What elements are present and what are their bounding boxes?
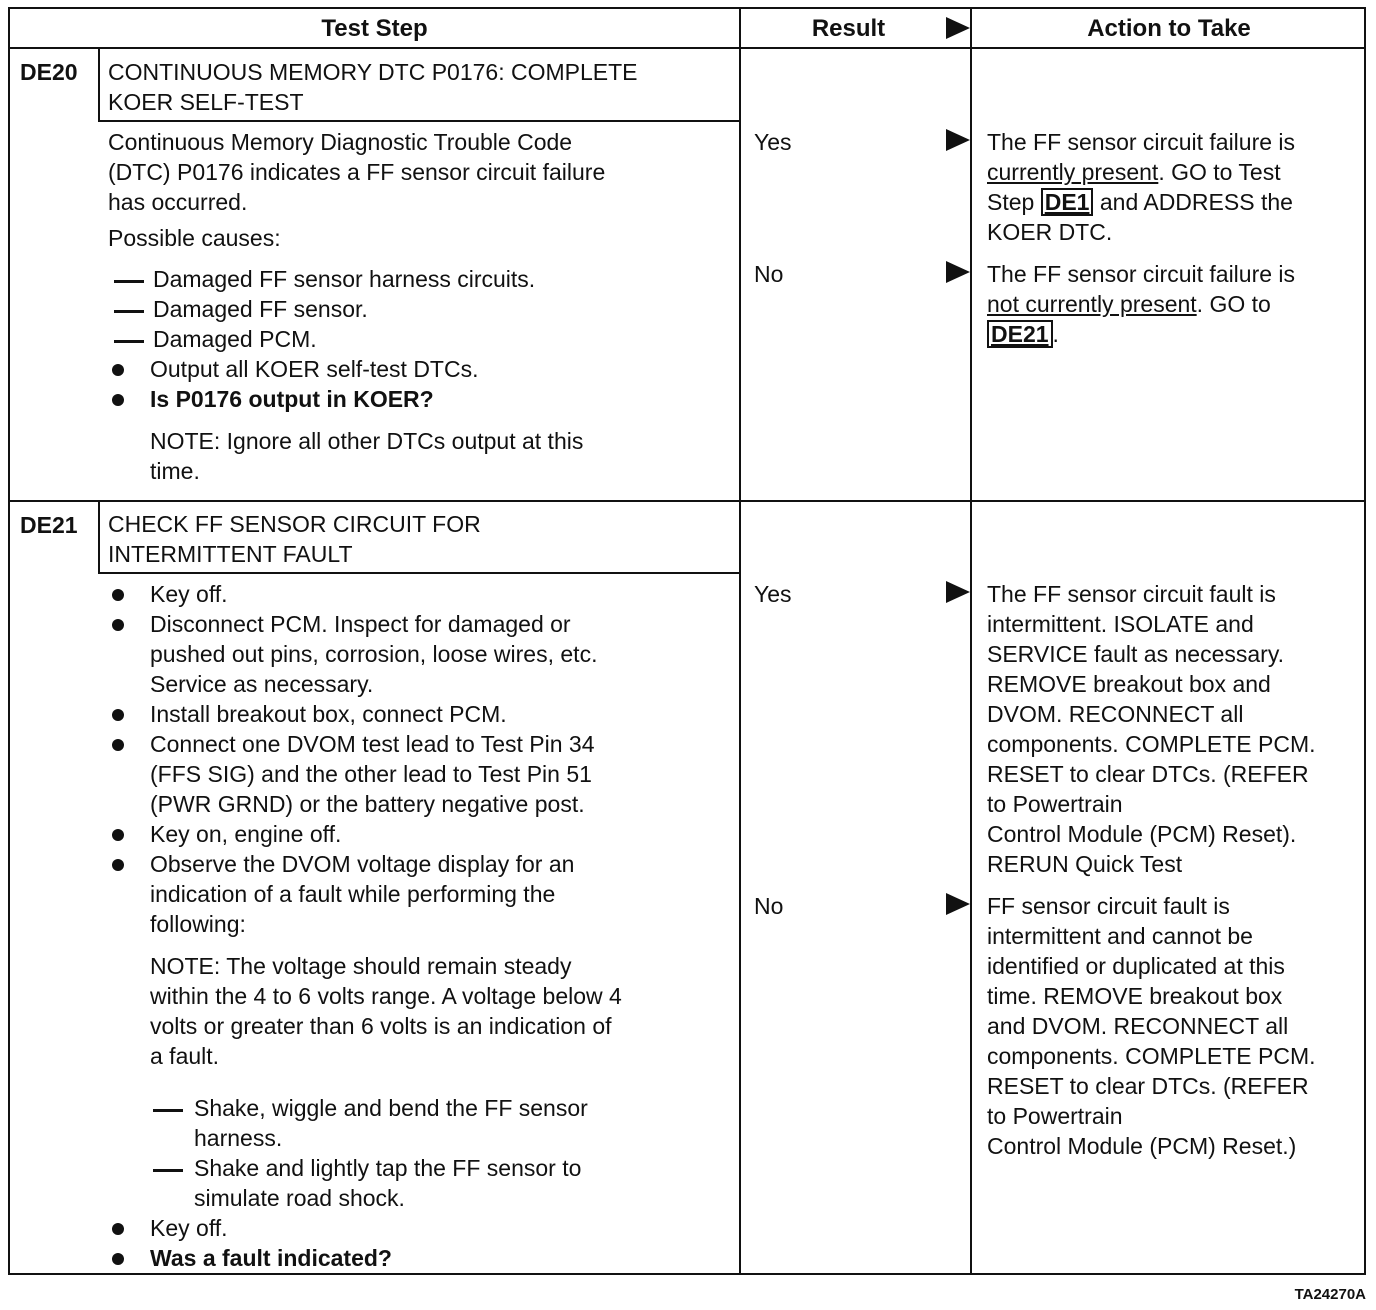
dash-icon	[114, 340, 144, 343]
de20-id-divider	[98, 49, 100, 121]
arrow-right-icon	[946, 261, 970, 283]
arrow-right-icon	[946, 893, 970, 915]
de20-action-no	[987, 259, 1362, 349]
header-arrow-icon	[946, 17, 970, 39]
de20-no-line3-post: .	[1052, 321, 1059, 347]
bullet-icon	[112, 1223, 124, 1235]
de20-question: Is P0176 output in KOER?	[150, 386, 434, 412]
de21-sub-1-line2: harness.	[194, 1125, 283, 1151]
de21-yes-line: RERUN Quick Test	[987, 851, 1183, 877]
de21-step-6-line3: following:	[150, 911, 246, 937]
de20-intro-line3: has occurred.	[108, 189, 248, 215]
dash-icon	[153, 1109, 183, 1112]
de21-title	[108, 509, 481, 569]
de20-title-line2: KOER SELF-TEST	[108, 89, 304, 115]
de21-step-6	[150, 849, 574, 939]
de21-yes-line: components. COMPLETE PCM.	[987, 731, 1316, 757]
bullet-icon	[112, 1253, 124, 1265]
de21-action-no	[987, 891, 1367, 1161]
de20-no-underlined: not currently present	[987, 291, 1197, 317]
de20-cause-3: Damaged PCM.	[153, 326, 317, 352]
de21-step-2	[150, 609, 597, 699]
de20-yes-underlined: currently present	[987, 159, 1159, 185]
de20-intro-line1: Continuous Memory Diagnostic Trouble Code	[108, 129, 573, 155]
diagnostic-table	[8, 7, 1366, 1275]
de21-note-line3: volts or greater than 6 volts is an indication of	[150, 1013, 612, 1039]
bullet-icon	[112, 829, 124, 841]
step-link-de1[interactable]: DE1	[1041, 188, 1094, 216]
de20-yes-line3	[987, 187, 1362, 217]
de20-yes-line2-rest: . GO to Test	[1158, 159, 1281, 185]
de20-cause-2: Damaged FF sensor.	[153, 296, 368, 322]
de20-yes-line3-pre: Step	[987, 189, 1041, 215]
de20-title-line1: CONTINUOUS MEMORY DTC P0176: COMPLETE	[108, 59, 638, 85]
de21-no-line: identified or duplicated at this	[987, 953, 1285, 979]
de20-note-line2: time.	[150, 458, 200, 484]
header-result: Result	[811, 15, 886, 42]
de21-sub-1-line1: Shake, wiggle and bend the FF sensor	[194, 1095, 588, 1121]
header-test-step: Test Step	[321, 15, 428, 42]
de21-yes-line: DVOM. RECONNECT all	[987, 701, 1244, 727]
de21-note-line1: NOTE: The voltage should remain steady	[150, 953, 572, 979]
de20-note	[150, 426, 583, 486]
de21-step-4-line3: (PWR GRND) or the battery negative post.	[150, 791, 585, 817]
bullet-icon	[112, 739, 124, 751]
de21-title-line2: INTERMITTENT FAULT	[108, 541, 353, 567]
de21-no-line: time. REMOVE breakout box	[987, 983, 1283, 1009]
de21-note-line4: a fault.	[150, 1043, 220, 1069]
de21-step-1: Key off.	[150, 581, 228, 607]
de21-id-divider	[98, 502, 100, 572]
column-divider-result	[739, 9, 741, 1273]
de20-possible-causes: Possible causes:	[108, 225, 281, 251]
de21-no-line: RESET to clear DTCs. (REFER	[987, 1073, 1309, 1099]
de21-step-2-line2: pushed out pins, corrosion, loose wires, etc.	[150, 641, 598, 667]
de20-intro-line2: (DTC) P0176 indicates a FF sensor circuit failure	[108, 159, 606, 185]
de21-result-yes: Yes	[754, 581, 792, 607]
de21-yes-line: REMOVE breakout box and	[987, 671, 1271, 697]
de21-title-line1: CHECK FF SENSOR CIRCUIT FOR	[108, 511, 481, 537]
de20-yes-line3-post: and ADDRESS the	[1093, 189, 1293, 215]
de21-yes-line: The FF sensor circuit fault is	[987, 581, 1276, 607]
bullet-icon	[112, 589, 124, 601]
de20-intro	[108, 127, 605, 217]
de21-no-line: Control Module (PCM) Reset.)	[987, 1133, 1297, 1159]
de20-action-yes	[987, 127, 1362, 247]
de20-note-line1: NOTE: Ignore all other DTCs output at this	[150, 428, 584, 454]
de21-result-no: No	[754, 893, 784, 919]
de21-step-4-line1: Connect one DVOM test lead to Test Pin 34	[150, 731, 595, 757]
de21-step-5: Key on, engine off.	[150, 821, 342, 847]
de21-step-4-line2: (FFS SIG) and the other lead to Test Pin 51	[150, 761, 592, 787]
de21-yes-line: Control Module (PCM) Reset).	[987, 821, 1297, 847]
dash-icon	[114, 310, 144, 313]
step-link-de21[interactable]: DE21	[987, 320, 1053, 348]
bullet-icon	[112, 394, 124, 406]
dash-icon	[114, 280, 144, 283]
de21-step-6-line2: indication of a fault while performing the	[150, 881, 556, 907]
de20-yes-line2	[987, 157, 1362, 187]
de21-step-3: Install breakout box, connect PCM.	[150, 701, 507, 727]
bullet-icon	[112, 709, 124, 721]
de21-sub-1	[194, 1093, 588, 1153]
de20-no-line3	[987, 319, 1362, 349]
header-action: Action to Take	[1087, 15, 1251, 42]
de20-step-output: Output all KOER self-test DTCs.	[150, 356, 479, 382]
de20-result-yes: Yes	[754, 129, 792, 155]
de21-step-2-line3: Service as necessary.	[150, 671, 374, 697]
de21-no-line: intermittent and cannot be	[987, 923, 1253, 949]
section-divider	[10, 500, 1364, 502]
figure-code: TA24270A	[1294, 1286, 1366, 1303]
arrow-right-icon	[946, 129, 970, 151]
de20-title	[108, 57, 638, 117]
de21-step-7: Key off.	[150, 1215, 228, 1241]
de21-note	[150, 951, 622, 1071]
bullet-icon	[112, 619, 124, 631]
de21-sub-2-line2: simulate road shock.	[194, 1185, 405, 1211]
de21-no-line: components. COMPLETE PCM.	[987, 1043, 1316, 1069]
de20-yes-line4: KOER DTC.	[987, 219, 1113, 245]
de21-no-line: FF sensor circuit fault is	[987, 893, 1230, 919]
de20-step-id: DE20	[20, 59, 78, 85]
de20-no-line1: The FF sensor circuit failure is	[987, 261, 1296, 287]
de21-step-6-line1: Observe the DVOM voltage display for an	[150, 851, 575, 877]
de21-step-2-line1: Disconnect PCM. Inspect for damaged or	[150, 611, 571, 637]
de20-cause-1: Damaged FF sensor harness circuits.	[153, 266, 536, 292]
de20-yes-line1: The FF sensor circuit failure is	[987, 129, 1296, 155]
de21-sub-2	[194, 1153, 581, 1213]
de20-no-line2	[987, 289, 1362, 319]
bullet-icon	[112, 859, 124, 871]
arrow-right-icon	[946, 581, 970, 603]
de21-step-id: DE21	[20, 512, 78, 538]
de21-step-4	[150, 729, 595, 819]
de21-yes-line: intermittent. ISOLATE and	[987, 611, 1254, 637]
de21-title-divider	[98, 572, 739, 574]
de21-no-line: to Powertrain	[987, 1103, 1123, 1129]
de21-no-line: and DVOM. RECONNECT all	[987, 1013, 1289, 1039]
de21-sub-2-line1: Shake and lightly tap the FF sensor to	[194, 1155, 582, 1181]
de20-result-no: No	[754, 261, 784, 287]
column-divider-action	[970, 9, 972, 1273]
de21-yes-line: to Powertrain	[987, 791, 1123, 817]
bullet-icon	[112, 364, 124, 376]
de20-title-divider	[98, 120, 739, 122]
de21-question: Was a fault indicated?	[150, 1245, 392, 1271]
de21-yes-line: SERVICE fault as necessary.	[987, 641, 1285, 667]
de21-action-yes	[987, 579, 1367, 879]
de20-no-line2-rest: . GO to	[1196, 291, 1271, 317]
de21-yes-line: RESET to clear DTCs. (REFER	[987, 761, 1309, 787]
dash-icon	[153, 1169, 183, 1172]
de21-note-line2: within the 4 to 6 volts range. A voltage below 4	[150, 983, 622, 1009]
